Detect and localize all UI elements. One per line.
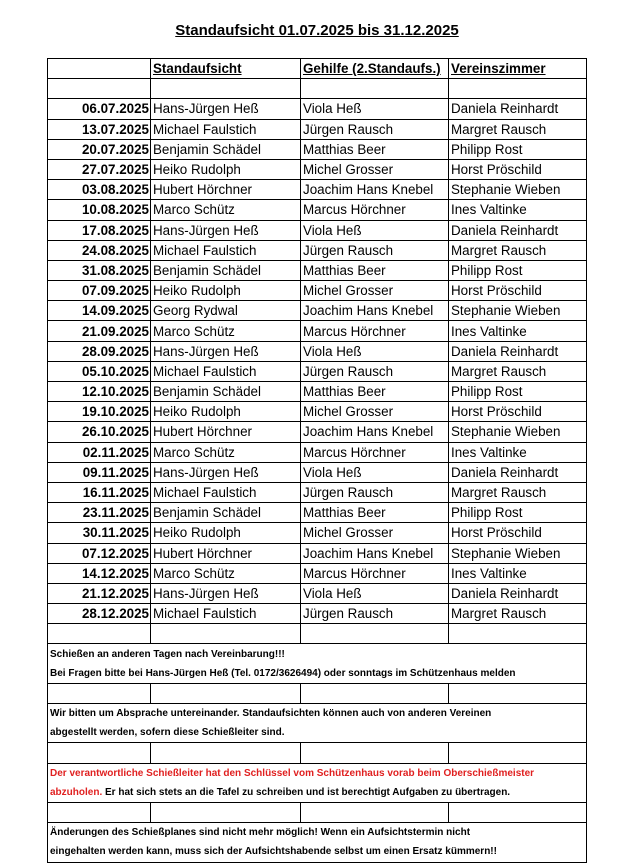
vereinszimmer-cell: Philipp Rost xyxy=(449,503,587,523)
note-row xyxy=(48,723,587,743)
vereinszimmer-cell: Stephanie Wieben xyxy=(449,301,587,321)
table-row xyxy=(48,119,587,139)
vereinszimmer-cell: Philipp Rost xyxy=(449,139,587,159)
gehilfe-cell: Viola Heß xyxy=(301,220,449,240)
empty-row xyxy=(48,624,587,644)
gehilfe-cell: Jürgen Rausch xyxy=(301,119,449,139)
note-row xyxy=(48,644,587,664)
standaufsicht-cell: Michael Faulstich xyxy=(151,361,301,381)
date-cell: 03.08.2025 xyxy=(48,180,151,200)
vereinszimmer-cell: Philipp Rost xyxy=(449,382,587,402)
standaufsicht-cell: Michael Faulstich xyxy=(151,482,301,502)
table-row xyxy=(48,361,587,381)
note-contact: Bei Fragen bitte bei Hans-Jürgen Heß (Tel. 0172/3626494) oder sonntags im Schützenhaus melden xyxy=(48,664,587,684)
date-cell: 16.11.2025 xyxy=(48,482,151,502)
note-coordination-1: Wir bitten um Absprache untereinander. Standaufsichten können auch von anderen Vereinen xyxy=(48,704,587,724)
standaufsicht-cell: Benjamin Schädel xyxy=(151,503,301,523)
vereinszimmer-cell: Horst Pröschild xyxy=(449,523,587,543)
standaufsicht-cell: Hans-Jürgen Heß xyxy=(151,583,301,603)
date-cell: 05.10.2025 xyxy=(48,361,151,381)
note-row xyxy=(48,823,587,843)
vereinszimmer-cell: Daniela Reinhardt xyxy=(449,462,587,482)
gehilfe-cell: Marcus Hörchner xyxy=(301,563,449,583)
standaufsicht-cell: Marco Schütz xyxy=(151,200,301,220)
schedule-table xyxy=(47,58,587,863)
table-row xyxy=(48,543,587,563)
date-cell: 23.11.2025 xyxy=(48,503,151,523)
standaufsicht-cell: Hubert Hörchner xyxy=(151,422,301,442)
date-cell: 21.09.2025 xyxy=(48,321,151,341)
note-row xyxy=(48,842,587,862)
table-row xyxy=(48,159,587,179)
table-row xyxy=(48,604,587,624)
gehilfe-cell: Jürgen Rausch xyxy=(301,240,449,260)
date-cell: 14.12.2025 xyxy=(48,563,151,583)
gehilfe-cell: Jürgen Rausch xyxy=(301,361,449,381)
table-row xyxy=(48,341,587,361)
note-row xyxy=(48,783,587,803)
vereinszimmer-cell: Stephanie Wieben xyxy=(449,422,587,442)
table-row xyxy=(48,321,587,341)
vereinszimmer-cell: Margret Rausch xyxy=(449,119,587,139)
note-key-red-text: abzuholen. xyxy=(50,786,103,798)
standaufsicht-cell: Michael Faulstich xyxy=(151,119,301,139)
empty-row xyxy=(48,79,587,99)
note-key-1: Der verantwortliche Schießleiter hat den Schlüssel vom Schützenhaus vorab beim Oberschießmeister xyxy=(48,763,587,783)
table-row xyxy=(48,422,587,442)
standaufsicht-cell: Hans-Jürgen Heß xyxy=(151,99,301,119)
header-standaufsicht: Standaufsicht xyxy=(151,59,301,79)
standaufsicht-cell: Heiko Rudolph xyxy=(151,402,301,422)
standaufsicht-cell: Heiko Rudolph xyxy=(151,159,301,179)
header-vereinszimmer: Vereinszimmer xyxy=(449,59,587,79)
date-cell: 14.09.2025 xyxy=(48,301,151,321)
table-row xyxy=(48,482,587,502)
gehilfe-cell: Viola Heß xyxy=(301,341,449,361)
date-cell: 26.10.2025 xyxy=(48,422,151,442)
gehilfe-cell: Michel Grosser xyxy=(301,523,449,543)
date-cell: 12.10.2025 xyxy=(48,382,151,402)
standaufsicht-cell: Marco Schütz xyxy=(151,442,301,462)
gehilfe-cell: Joachim Hans Knebel xyxy=(301,180,449,200)
page-title: Standaufsicht 01.07.2025 bis 31.12.2025 xyxy=(175,22,459,39)
standaufsicht-cell: Hubert Hörchner xyxy=(151,543,301,563)
standaufsicht-cell: Marco Schütz xyxy=(151,321,301,341)
vereinszimmer-cell: Ines Valtinke xyxy=(449,321,587,341)
vereinszimmer-cell: Margret Rausch xyxy=(449,240,587,260)
date-cell: 07.12.2025 xyxy=(48,543,151,563)
standaufsicht-cell: Hans-Jürgen Heß xyxy=(151,462,301,482)
date-cell: 27.07.2025 xyxy=(48,159,151,179)
vereinszimmer-cell: Margret Rausch xyxy=(449,604,587,624)
gehilfe-cell: Marcus Hörchner xyxy=(301,442,449,462)
date-cell: 17.08.2025 xyxy=(48,220,151,240)
header-gehilfe: Gehilfe (2.Standaufs.) xyxy=(301,59,449,79)
gehilfe-cell: Michel Grosser xyxy=(301,402,449,422)
table-row xyxy=(48,583,587,603)
table-row xyxy=(48,402,587,422)
header-row xyxy=(48,59,587,79)
gehilfe-cell: Matthias Beer xyxy=(301,139,449,159)
note-row xyxy=(48,704,587,724)
note-changes-1: Änderungen des Schießplanes sind nicht mehr möglich! Wenn ein Aufsichtstermin nicht xyxy=(48,823,587,843)
gehilfe-cell: Joachim Hans Knebel xyxy=(301,301,449,321)
table-row xyxy=(48,462,587,482)
date-cell: 31.08.2025 xyxy=(48,260,151,280)
standaufsicht-cell: Hans-Jürgen Heß xyxy=(151,341,301,361)
vereinszimmer-cell: Philipp Rost xyxy=(449,260,587,280)
vereinszimmer-cell: Daniela Reinhardt xyxy=(449,583,587,603)
date-cell: 09.11.2025 xyxy=(48,462,151,482)
vereinszimmer-cell: Stephanie Wieben xyxy=(449,180,587,200)
standaufsicht-cell: Georg Rydwal xyxy=(151,301,301,321)
vereinszimmer-cell: Ines Valtinke xyxy=(449,200,587,220)
header-date xyxy=(48,59,151,79)
vereinszimmer-cell: Horst Pröschild xyxy=(449,402,587,422)
vereinszimmer-cell: Daniela Reinhardt xyxy=(449,341,587,361)
table-row xyxy=(48,382,587,402)
gehilfe-cell: Matthias Beer xyxy=(301,382,449,402)
note-key-rest-text: Er hat sich stets an die Tafel zu schreiben und ist berechtigt Aufgaben zu übertragen. xyxy=(102,786,511,798)
gehilfe-cell: Viola Heß xyxy=(301,583,449,603)
schedule-sheet xyxy=(47,58,587,863)
vereinszimmer-cell: Ines Valtinke xyxy=(449,563,587,583)
vereinszimmer-cell: Margret Rausch xyxy=(449,482,587,502)
table-row xyxy=(48,180,587,200)
standaufsicht-cell: Hubert Hörchner xyxy=(151,180,301,200)
date-cell: 10.08.2025 xyxy=(48,200,151,220)
table-row xyxy=(48,503,587,523)
standaufsicht-cell: Heiko Rudolph xyxy=(151,523,301,543)
gehilfe-cell: Joachim Hans Knebel xyxy=(301,422,449,442)
date-cell: 28.09.2025 xyxy=(48,341,151,361)
gehilfe-cell: Marcus Hörchner xyxy=(301,200,449,220)
vereinszimmer-cell: Horst Pröschild xyxy=(449,281,587,301)
standaufsicht-cell: Benjamin Schädel xyxy=(151,382,301,402)
date-cell: 21.12.2025 xyxy=(48,583,151,603)
standaufsicht-cell: Heiko Rudolph xyxy=(151,281,301,301)
table-row xyxy=(48,523,587,543)
empty-row xyxy=(48,683,587,703)
gehilfe-cell: Matthias Beer xyxy=(301,503,449,523)
date-cell: 20.07.2025 xyxy=(48,139,151,159)
table-row xyxy=(48,240,587,260)
vereinszimmer-cell: Daniela Reinhardt xyxy=(449,220,587,240)
date-cell: 24.08.2025 xyxy=(48,240,151,260)
gehilfe-cell: Joachim Hans Knebel xyxy=(301,543,449,563)
standaufsicht-cell: Marco Schütz xyxy=(151,563,301,583)
gehilfe-cell: Viola Heß xyxy=(301,462,449,482)
standaufsicht-cell: Benjamin Schädel xyxy=(151,139,301,159)
vereinszimmer-cell: Stephanie Wieben xyxy=(449,543,587,563)
table-row xyxy=(48,563,587,583)
vereinszimmer-cell: Ines Valtinke xyxy=(449,442,587,462)
table-row xyxy=(48,220,587,240)
note-arrangement: Schießen an anderen Tagen nach Vereinbarung!!! xyxy=(48,644,587,664)
table-row xyxy=(48,301,587,321)
table-row xyxy=(48,200,587,220)
gehilfe-cell: Jürgen Rausch xyxy=(301,482,449,502)
standaufsicht-cell: Benjamin Schädel xyxy=(151,260,301,280)
date-cell: 30.11.2025 xyxy=(48,523,151,543)
gehilfe-cell: Matthias Beer xyxy=(301,260,449,280)
date-cell: 02.11.2025 xyxy=(48,442,151,462)
table-row xyxy=(48,442,587,462)
standaufsicht-cell: Michael Faulstich xyxy=(151,604,301,624)
note-key-2 xyxy=(48,783,587,803)
schedule-body xyxy=(48,59,587,863)
gehilfe-cell: Marcus Hörchner xyxy=(301,321,449,341)
date-cell: 13.07.2025 xyxy=(48,119,151,139)
note-row xyxy=(48,664,587,684)
note-changes-2: eingehalten werden kann, muss sich der Aufsichtshabende selbst um einen Ersatz kümmern!! xyxy=(48,842,587,862)
table-row xyxy=(48,260,587,280)
gehilfe-cell: Michel Grosser xyxy=(301,281,449,301)
note-coordination-2: abgestellt werden, sofern diese Schießleiter sind. xyxy=(48,723,587,743)
standaufsicht-cell: Hans-Jürgen Heß xyxy=(151,220,301,240)
note-row xyxy=(48,763,587,783)
vereinszimmer-cell: Daniela Reinhardt xyxy=(449,99,587,119)
table-row xyxy=(48,99,587,119)
vereinszimmer-cell: Margret Rausch xyxy=(449,361,587,381)
vereinszimmer-cell: Horst Pröschild xyxy=(449,159,587,179)
gehilfe-cell: Viola Heß xyxy=(301,99,449,119)
standaufsicht-cell: Michael Faulstich xyxy=(151,240,301,260)
empty-row xyxy=(48,743,587,763)
date-cell: 28.12.2025 xyxy=(48,604,151,624)
date-cell: 07.09.2025 xyxy=(48,281,151,301)
gehilfe-cell: Michel Grosser xyxy=(301,159,449,179)
table-row xyxy=(48,139,587,159)
gehilfe-cell: Jürgen Rausch xyxy=(301,604,449,624)
date-cell: 06.07.2025 xyxy=(48,99,151,119)
empty-row xyxy=(48,802,587,822)
date-cell: 19.10.2025 xyxy=(48,402,151,422)
table-row xyxy=(48,281,587,301)
